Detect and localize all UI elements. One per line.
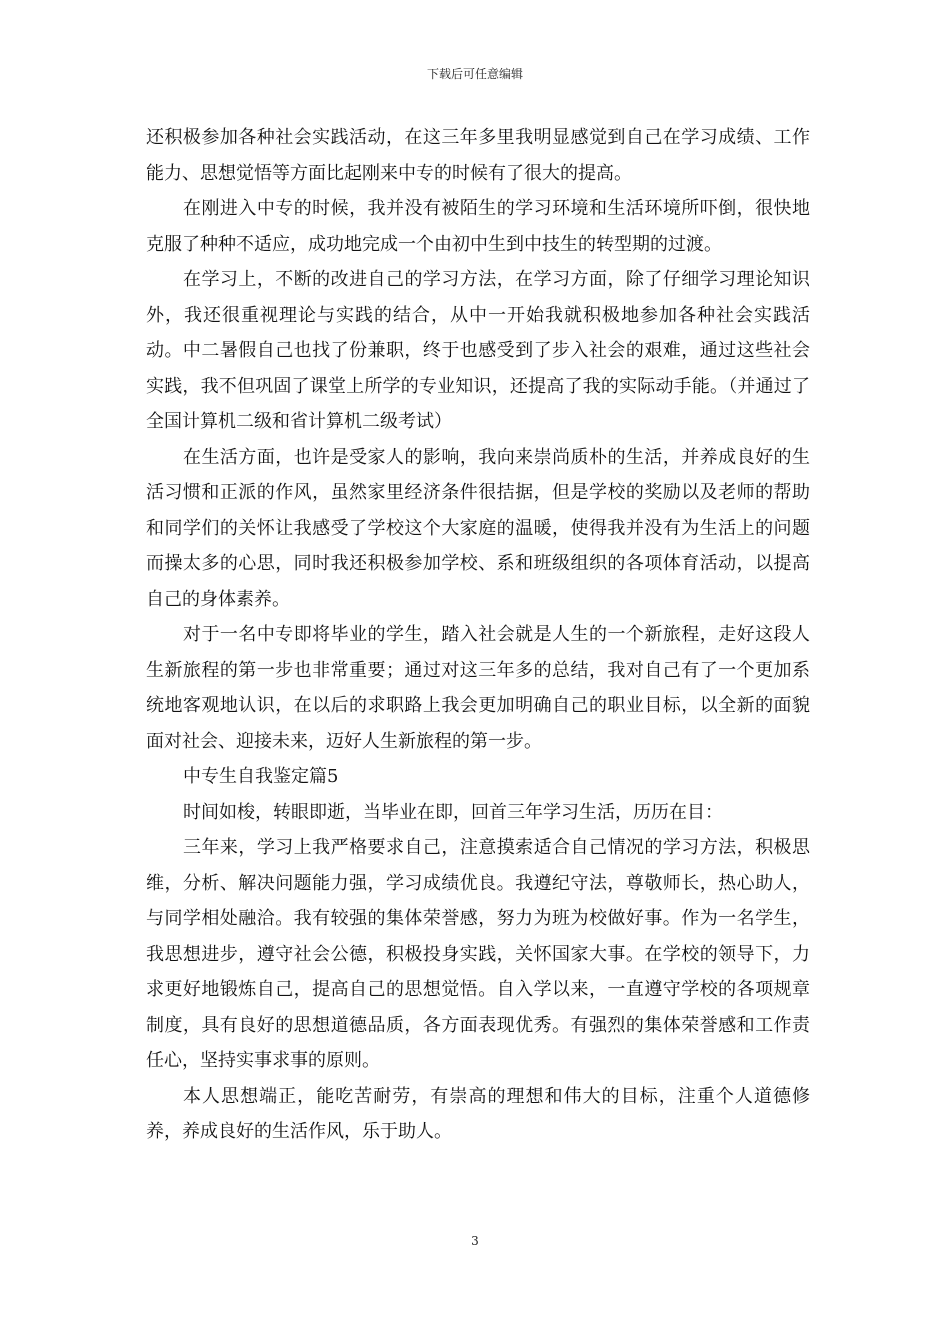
paragraph: 在生活方面，也许是受家人的影响，我向来崇尚质朴的生活，并养成良好的生活习惯和正派的作风，虽然家里经济条件很拮据，但是学校的奖励以及老师的帮助和同学们的关怀让我感受了学校这个大家庭的温暖，使得我并没有为生活上的问题而操太多的心思，同时我还积极参加学校、系和班级组织的各项体育活动，以提高自己的身体素养。 [146, 446, 810, 610]
paragraph: 对于一名中专即将毕业的学生，踏入社会就是人生的一个新旅程，走好这段人生新旅程的第一步也非常重要；通过对这三年多的总结，我对自己有了一个更加系统地客观地认识，在以后的求职路上我会更加明确自己的职业目标，以全新的面貌面对社会、迎接未来，迈好人生新旅程的第一步。 [146, 624, 810, 752]
document-body [146, 120, 810, 1150]
paragraph: 还积极参加各种社会实践活动，在这三年多里我明显感觉到自己在学习成绩、工作能力、思想觉悟等方面比起刚来中专的时候有了很大的提高。 [146, 127, 810, 184]
page-header: 下载后可任意编辑 [426, 67, 523, 81]
paragraph: 在刚进入中专的时候，我并没有被陌生的学习环境和生活环境所吓倒，很快地克服了种种不适应，成功地完成一个由初中生到中技生的转型期的过渡。 [146, 198, 810, 255]
paragraph: 三年来，学习上我严格要求自己，注意摸索适合自己情况的学习方法，积极思维，分析、解决问题能力强，学习成绩优良。我遵纪守法，尊敬师长，热心助人，与同学相处融洽。我有较强的集体荣誉感，努力为班为校做好事。作为一名学生，我思想进步，遵守社会公德，积极投身实践，关怀国家大事。在学校的领导下，力求更好地锻炼自己，提高自己的思想觉悟。自入学以来，一直遵守学校的各项规章制度，具有良好的思想道德品质，各方面表现优秀。有强烈的集体荣誉感和工作责任心，坚持实事求事的原则。 [146, 837, 810, 1071]
page-number: 3 [471, 1234, 479, 1248]
section-heading: 中专生自我鉴定篇5 [183, 766, 339, 787]
paragraph: 时间如梭，转眼即逝，当毕业在即，回首三年学习生活，历历在目： [183, 801, 723, 823]
paragraph: 本人思想端正，能吃苦耐劳，有崇高的理想和伟大的目标，注重个人道德修养，养成良好的生活作风，乐于助人。 [146, 1085, 810, 1142]
paragraph: 在学习上，不断的改进自己的学习方法，在学习方面，除了仔细学习理论知识外，我还很重视理论与实践的结合，从中一开始我就积极地参加各种社会实践活动。中二暑假自己也找了份兼职，终于也感受到了步入社会的艰难，通过这些社会实践，我不但巩固了课堂上所学的专业知识，还提高了我的实际动手能。（并通过了全国计算机二级和省计算机二级考试） [146, 269, 810, 432]
